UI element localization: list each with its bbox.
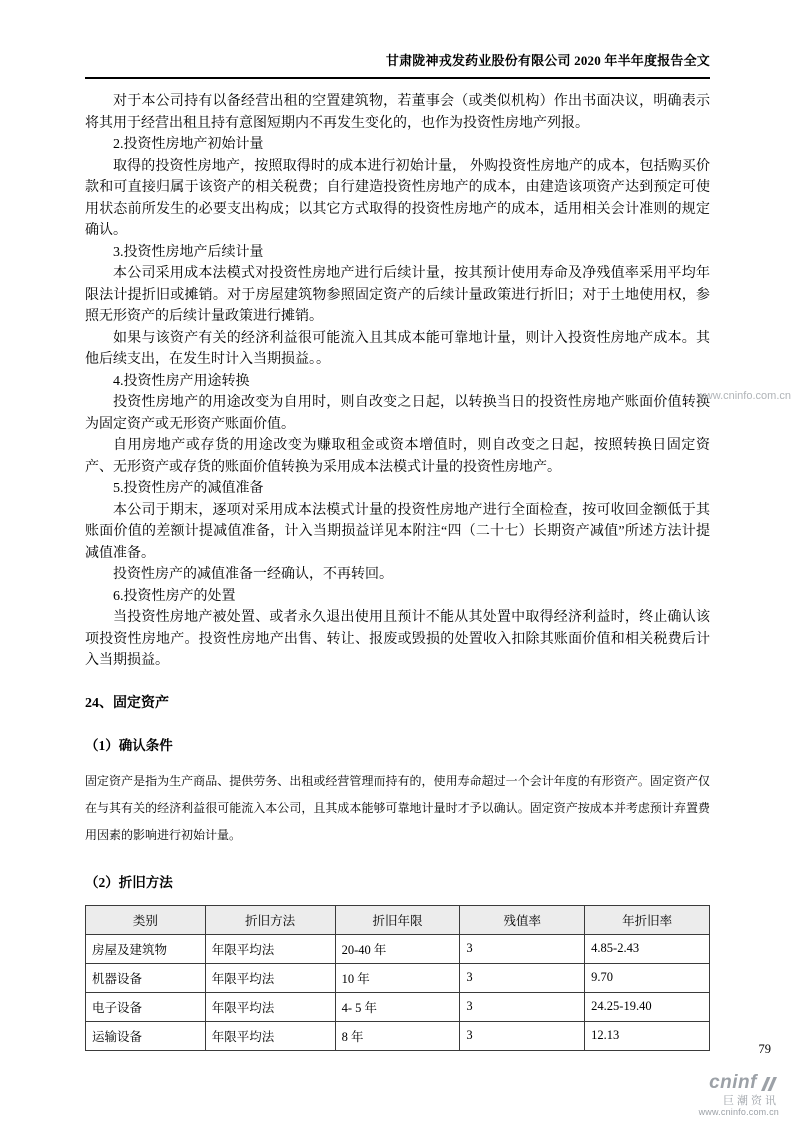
column-header: 类别 xyxy=(86,905,206,934)
paragraph: 自用房地产或存货的用途改变为赚取租金或资本增值时，则自改变之日起，按照转换日固定资产、无形资产或存货的账面价值转换为采用成本法模式计量的投资性房地产。 xyxy=(85,438,710,475)
watermark-url: www.cninfo.com.cn xyxy=(696,390,791,402)
table-cell: 3 xyxy=(460,1021,585,1050)
table-row xyxy=(86,934,710,963)
table-row xyxy=(86,963,710,992)
table-row xyxy=(86,1021,710,1050)
paragraph: 投资性房产的减值准备一经确认，不再转回。 xyxy=(113,567,393,582)
depreciation-table xyxy=(85,905,710,1051)
paragraph: 取得的投资性房地产，按照取得时的成本进行初始计量， 外购投资性房地产的成本，包括购买价款和可直接归属于该资产的相关税费；自行建造投资性房地产的成本，由建造该项资产达到预定可使用状态前所发生的必要支出构成；以其它方式取得的投资性房地产的成本，适用相关会计准则的规定确认。 xyxy=(85,158,710,238)
numbered-item: 6.投资性房产的处置 xyxy=(113,588,236,604)
table-cell: 3 xyxy=(460,963,585,992)
column-header: 残值率 xyxy=(460,905,585,934)
paragraph: 固定资产是指为生产商品、提供劳务、出租或经营管理而持有的，使用寿命超过一个会计年度的有形资产。固定资产仅在与其有关的经济利益很可能流入本公司，且其成本能够可靠地计量时才予以确认。固定资产按成本并考虑预计弃置费用因素的影响进行初始计量。 xyxy=(85,773,710,842)
page-number: 79 xyxy=(758,1042,771,1056)
cninfo-logo-text: cninf xyxy=(709,1072,757,1093)
table-cell: 房屋及建筑物 xyxy=(86,934,206,963)
cninfo-logo-name: 巨潮资讯 xyxy=(723,1094,779,1107)
paragraph: 如果与该资产有关的经济利益很可能流入且其成本能可靠地计量，则计入投资性房地产成本。其他后续支出，在发生时计入当期损益。。 xyxy=(85,330,710,367)
numbered-item: 3.投资性房地产后续计量 xyxy=(113,244,264,260)
table-cell: 24.25-19.40 xyxy=(585,992,710,1021)
subsection-title-recognition: （1）确认条件 xyxy=(85,737,173,753)
paragraph: 对于本公司持有以备经营出租的空置建筑物，若董事会（或类似机构）作出书面决议，明确表示将其用于经营出租且持有意图短期内不再发生变化的，也作为投资性房地产列报。 xyxy=(85,94,710,131)
document-header-title: 甘肃陇神戎发药业股份有限公司 2020 年半年度报告全文 xyxy=(385,53,710,68)
table-cell: 电子设备 xyxy=(86,992,206,1021)
cninfo-logo xyxy=(699,1072,779,1118)
paragraph: 投资性房地产的用途改变为自用时，则自改变之日起，以转换当日的投资性房地产账面价值转换为固定资产或无形资产账面价值。 xyxy=(85,395,710,432)
section-title-fixed-assets: 24、固定资产 xyxy=(85,695,169,711)
numbered-item: 4.投资性房产用途转换 xyxy=(113,373,250,389)
table-cell: 机器设备 xyxy=(86,963,206,992)
cninfo-lightning-icon xyxy=(759,1076,779,1092)
table-cell: 9.70 xyxy=(585,963,710,992)
table-cell: 3 xyxy=(460,992,585,1021)
header-divider xyxy=(85,77,710,79)
column-header: 折旧年限 xyxy=(335,905,460,934)
table-cell: 年限平均法 xyxy=(205,963,335,992)
table-cell: 10 年 xyxy=(335,963,460,992)
table-cell: 8 年 xyxy=(335,1021,460,1050)
cninfo-logo-url: www.cninfo.com.cn xyxy=(698,1107,779,1118)
cninfo-logo-top xyxy=(699,1072,779,1094)
paragraph: 本公司采用成本法模式对投资性房地产进行后续计量，按其预计使用寿命及净残值率采用平均年限法计提折旧或摊销。对于房屋建筑物参照固定资产的后续计量政策进行折旧；对于土地使用权，参照无形资产的后续计量政策进行摊销。 xyxy=(85,266,710,324)
table-cell: 4- 5 年 xyxy=(335,992,460,1021)
table-row xyxy=(86,992,710,1021)
table-cell: 年限平均法 xyxy=(205,1021,335,1050)
subsection-title-depreciation: （2）折旧方法 xyxy=(85,874,173,890)
table-cell: 运输设备 xyxy=(86,1021,206,1050)
paragraph: 当投资性房地产被处置、或者永久退出使用且预计不能从其处置中取得经济利益时，终止确认该项投资性房地产。投资性房地产出售、转让、报废或毁损的处置收入扣除其账面价值和相关税费后计入当期损益。 xyxy=(85,610,710,668)
table-cell: 12.13 xyxy=(585,1021,710,1050)
paragraph: 本公司于期末，逐项对采用成本法模式计量的投资性房地产进行全面检查，按可收回金额低于其账面价值的差额计提减值准备，计入当期损益详见本附注“四（二十七）长期资产减值”所述方法计提减值准备。 xyxy=(85,502,710,561)
column-header: 折旧方法 xyxy=(205,905,335,934)
table-header-row xyxy=(86,905,710,934)
numbered-item: 2.投资性房地产初始计量 xyxy=(113,137,264,152)
table-cell: 4.85-2.43 xyxy=(585,934,710,963)
table-cell: 年限平均法 xyxy=(205,934,335,963)
numbered-item: 5.投资性房产的减值准备 xyxy=(113,481,264,496)
column-header: 年折旧率 xyxy=(585,905,710,934)
document-body xyxy=(85,91,710,672)
table-cell: 年限平均法 xyxy=(205,992,335,1021)
table-cell: 3 xyxy=(460,934,585,963)
table-cell: 20-40 年 xyxy=(335,934,460,963)
